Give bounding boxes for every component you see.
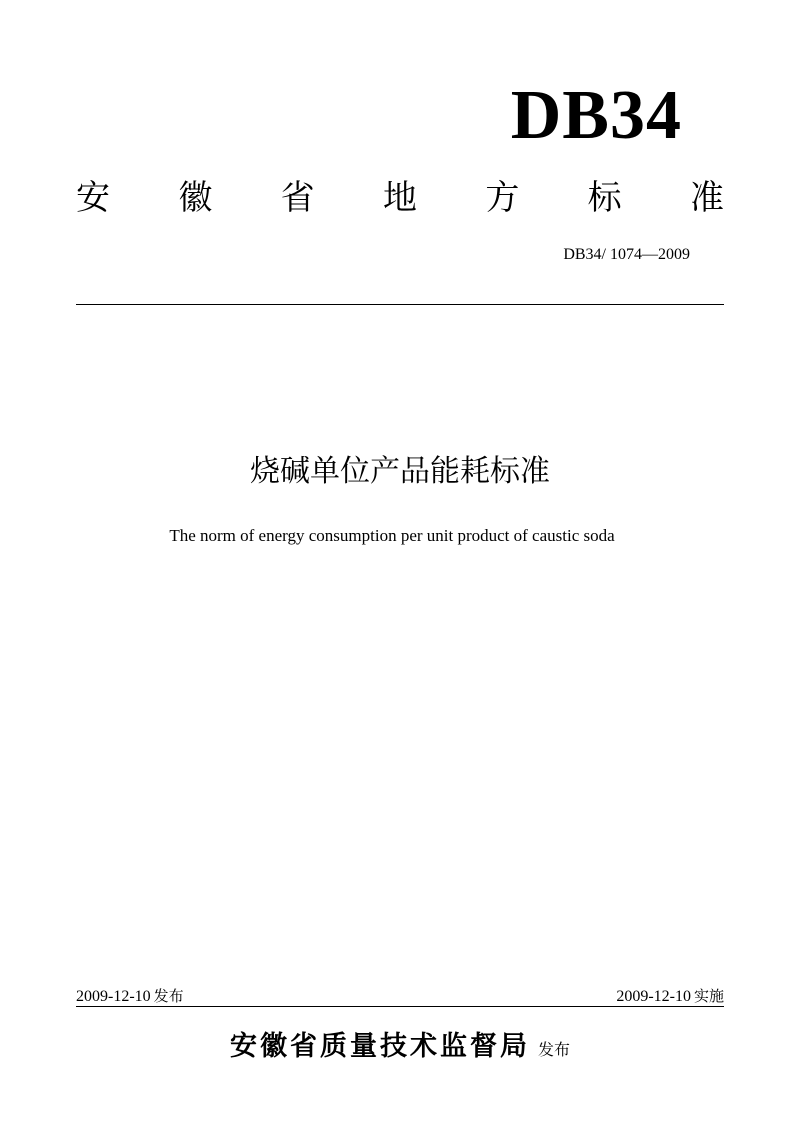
publish-date-block [76,985,184,1006]
title-char: 标 [587,178,622,218]
title-char: 安 [76,178,110,218]
implement-label: 实施 [693,986,724,1005]
standard-number: DB34/ 1074—2009 [563,246,690,263]
title-char: 徽 [178,178,213,218]
title-char: 省 [280,178,315,218]
document-title-english: The norm of energy consumption per unit product of caustic soda [169,526,615,545]
issuer-line [0,1024,800,1068]
document-title-chinese: 烧碱单位产品能耗标准 [250,454,550,489]
top-divider [76,304,724,305]
issuing-authority: 安徽省质量技术监督局 [229,1031,530,1062]
title-char: 地 [382,178,417,218]
implement-date-block [616,985,724,1006]
standard-code: DB34 [510,77,682,154]
provincial-standard-title [76,170,724,226]
implement-date: 2009-12-10 [616,987,691,1005]
bottom-divider [76,1006,724,1007]
publish-date: 2009-12-10 [76,987,151,1005]
date-row [76,984,724,1006]
title-char: 准 [689,178,724,218]
title-char: 方 [485,178,520,218]
issuer-action: 发布 [537,1040,570,1059]
publish-label: 发布 [153,986,184,1005]
